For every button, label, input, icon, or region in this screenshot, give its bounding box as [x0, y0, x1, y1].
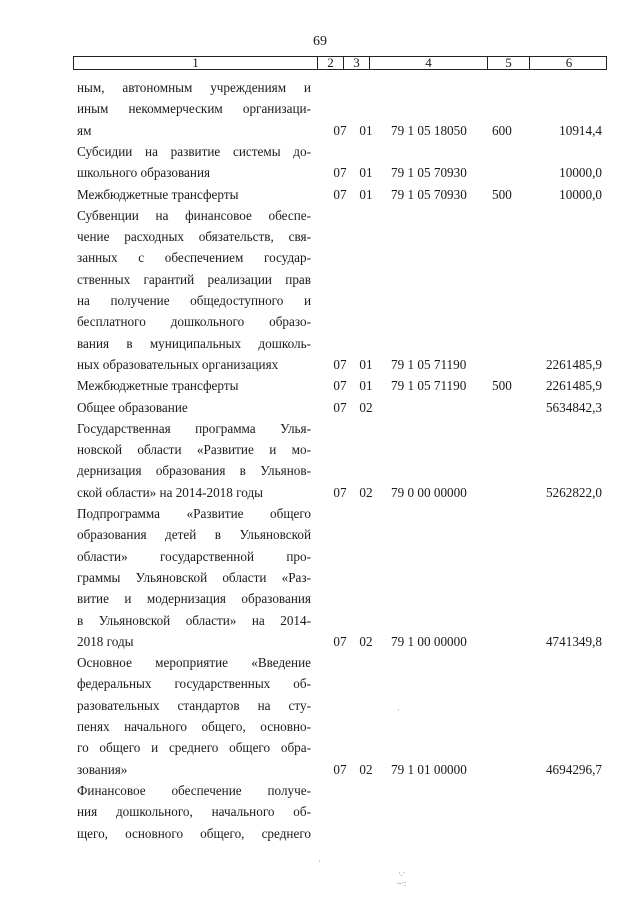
- description-line: чение расходных обязательств, свя-: [77, 229, 311, 245]
- description-line: Межбюджетные трансферты: [77, 186, 239, 202]
- description-line: Субсидии на развитие системы до-: [77, 143, 311, 159]
- table-cell-col3: 01: [359, 186, 373, 202]
- table-cell-col5: 600: [492, 122, 512, 138]
- header-col-5: 5: [487, 57, 529, 69]
- description-line: Подпрограмма «Развитие общего: [77, 506, 311, 521]
- table-cell-col2: 07: [333, 378, 347, 394]
- table-cell-col2: 07: [333, 399, 347, 415]
- description-line: ным, автономным учреждениям и: [77, 80, 311, 95]
- description-line: витие и модернизация образования: [77, 591, 311, 607]
- description-line: иным некоммерческим организаци-: [77, 101, 311, 117]
- description-line: разовательных стандартов на сту-: [77, 697, 311, 713]
- description-line: бесплатного дошкольного образо-: [77, 314, 311, 330]
- table-cell-col2: 07: [333, 761, 347, 777]
- page-number: 69: [313, 34, 327, 49]
- table-cell-col3: 01: [359, 378, 373, 394]
- description-line: Основное мероприятие «Введение: [77, 655, 311, 671]
- table-cell-col2: 07: [333, 356, 347, 372]
- header-col-4: 4: [369, 57, 487, 69]
- table-cell-col6: 5262822,0: [545, 484, 602, 500]
- table-cell-col6: 10000,0: [559, 186, 602, 202]
- description-line: ям: [77, 122, 92, 138]
- description-line: пенях начального общего, основно-: [77, 719, 311, 734]
- description-line: го общего и среднего общего обра-: [77, 740, 311, 756]
- table-cell-col2: 07: [333, 186, 347, 202]
- table-cell-col5: 500: [492, 378, 512, 394]
- table-cell-col2: 07: [333, 633, 347, 649]
- description-line: образования детей в Ульяновской: [77, 527, 311, 543]
- table-cell-col3: 02: [359, 399, 373, 415]
- description-line: школьного образования: [77, 165, 211, 181]
- table-cell-col2: 07: [333, 165, 347, 181]
- description-line: Общее образование: [77, 399, 188, 415]
- description-line: новской области «Развитие и мо-: [77, 442, 311, 458]
- description-line: области» государственной про-: [77, 548, 311, 564]
- table-cell-col3: 01: [359, 165, 373, 181]
- description-line: щего, основного общего, среднего: [77, 825, 311, 841]
- table-cell-col4: 79 1 05 71190: [391, 356, 467, 372]
- table-cell-col6: 10914,4: [559, 122, 602, 138]
- description-line: ных образовательных организациях: [77, 356, 279, 372]
- table-cell-col3: 01: [359, 356, 373, 372]
- table-cell-col2: 07: [333, 484, 347, 500]
- header-col-3: 3: [343, 57, 369, 69]
- scan-speck: ·.·: [398, 869, 406, 878]
- description-line: Субвенции на финансовое обеспе-: [77, 207, 311, 223]
- description-line: дернизация образования в Ульянов-: [77, 463, 311, 479]
- table-cell-col4: 79 1 05 18050: [391, 122, 467, 138]
- scan-speck: ·: [318, 857, 321, 866]
- table-cell-col3: 01: [359, 122, 373, 138]
- table-cell-col6: 2261485,9: [545, 356, 602, 372]
- description-line: Межбюджетные трансферты: [77, 378, 239, 394]
- table-cell-col3: 02: [359, 633, 373, 649]
- description-line: занных с обеспечением государ-: [77, 250, 311, 266]
- description-line: Финансовое обеспечение получе-: [77, 782, 311, 798]
- table-cell-col4: 79 1 05 70930: [391, 165, 467, 181]
- description-line: федеральных государственных об-: [77, 676, 311, 692]
- table-cell-col6: 5634842,3: [545, 399, 602, 415]
- description-line: ственных гарантий реализации прав: [77, 271, 311, 287]
- table-cell-col3: 02: [359, 484, 373, 500]
- description-line: граммы Ульяновской области «Раз-: [77, 569, 311, 585]
- description-line: в Ульяновской области» на 2014-: [77, 612, 311, 628]
- table-cell-col4: 79 1 05 70930: [391, 186, 467, 202]
- table-cell-col3: 02: [359, 761, 373, 777]
- description-line: вания в муниципальных дошколь-: [77, 335, 311, 351]
- description-line: на получение общедоступного и: [77, 293, 311, 308]
- table-cell-col6: 2261485,9: [545, 378, 602, 394]
- table-cell-col6: 4741349,8: [545, 633, 602, 649]
- table-cell-col4: 79 1 05 71190: [391, 378, 467, 394]
- table-cell-col5: 500: [492, 186, 512, 202]
- table-cell-col6: 4694296,7: [545, 761, 602, 777]
- description-line: 2018 годы: [77, 633, 134, 649]
- header-col-1: 1: [192, 55, 199, 70]
- description-line: ния дошкольного, начального об-: [77, 804, 311, 820]
- header-col-2: 2: [317, 57, 343, 69]
- table-cell-col2: 07: [333, 122, 347, 138]
- scan-speck: ·: [397, 706, 400, 715]
- table-cell-col4: 79 0 00 00000: [391, 484, 467, 500]
- description-line: зования»: [77, 761, 128, 777]
- table-cell-col4: 79 1 00 00000: [391, 633, 467, 649]
- table-cell-col6: 10000,0: [559, 165, 602, 181]
- scan-speck: ·-·:: [396, 879, 407, 888]
- header-col-6: 6: [529, 57, 608, 69]
- description-line: ской области» на 2014-2018 годы: [77, 484, 264, 500]
- table-cell-col4: 79 1 01 00000: [391, 761, 467, 777]
- description-line: Государственная программа Улья-: [77, 420, 311, 436]
